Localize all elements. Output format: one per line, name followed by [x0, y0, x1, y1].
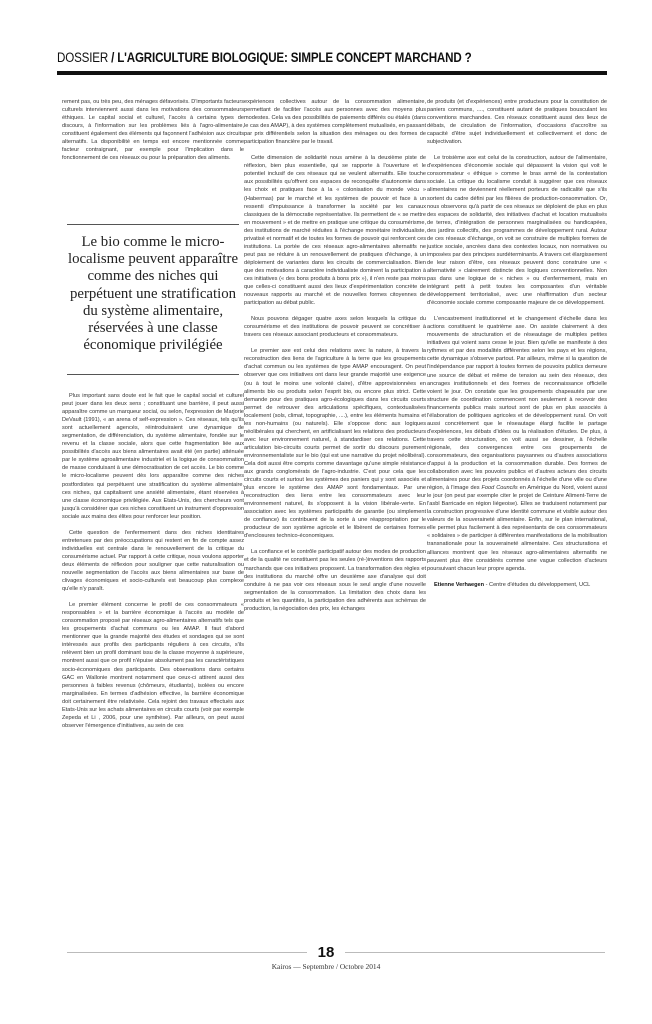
- footer-rule-left: [67, 952, 307, 953]
- author-credit: [427, 581, 607, 589]
- column-1-continued: [62, 392, 244, 738]
- pullquote: Le bio comme le micro-localisme peuvent apparaître comme des niches qui perpétuent une stratification du système alimentaire, réservées à une classe économique privilégiée: [67, 234, 239, 354]
- paragraph: Plus important sans doute est le fait que le capital social et culturel peut jouer dans les deux sens ; constituant une barrière, il peut aussi apparaître comme un marqueur social, ou selon, l'expression de Marjorie DeVault (1991), « an arena of self-expression ». Ces réseaux, tels qu'ils sont actuellement agencés, réintroduiraient une dynamique de segmentation, de différenciation, du système alimentaire, fondée sur le revenu et la classe sociale, alors que cette fragmentation liée aux possibilités d'accès aux biens alimentaires avait été (en partie) atténuée par le système agroalimentaire industriel et la logique de consommation de masse conduisant à une démocratisation de cet accès. Le bio comme le micro-localisme peuvent dès lors apparaître comme des niches postfordistes qui perpétuent une stratification du système alimentaire, ces niches, qui capitalisent une anxiété alimentaire, étant réservées à une classe économique privilégiée. Aux Etats-Unis, des chercheurs vont jusqu'à considérer que ces niches constituent un instrument d'oppression sociale aux mains des élites pour renforcer leur position.: [62, 393, 244, 520]
- footer-rule-right: [345, 952, 605, 953]
- column-2: [244, 98, 426, 621]
- author-affiliation: - Centre d'études du développement, UCL: [484, 581, 591, 588]
- header-separator: /: [108, 50, 118, 65]
- page-header: [57, 50, 513, 66]
- paragraph: Le troisième axe est celui de la construction, autour de l'alimentaire, d'expériences d'économie sociale qui dépassent la vision qui voit le consommateur « éthique » comme le bras armé de la contestation sociale. La critique du localisme conduit à suggérer que ces réseaux alimentaires ne deviennent réellement porteurs de radicalité que s'ils sortent du cadre défini par les filières de production-consommation. Or, nous observons qu'à partir de ces réseaux se déploient de plus en plus des espaces de solidarité, des initiatives d'achat et location mutualisés de terres, d'intégration de personnes marginalisées ou handicapées, des jardins collectifs, des programmes de développement rural. Autour de ces réseaux d'échange, on voit se construire de multiples formes de justice sociale, ancrées dans des contextes locaux, non normatives ou imposées par des principes surdéterminants. A travers cet élargissement de leur raison d'être, ces réseaux peuvent donc construire une « alternativité » clairement distincte des logiques conventionnelles. Non pas dans une logique de « niches » ou d'enfermement, mais en intégrant petit à petit toutes les composantes d'un véritable développement territorialisé, avec une réaffirmation d'un secteur d'économie sociale comme composante majeure de ce développement.: [427, 155, 608, 307]
- food-councils-italic: Food Councils: [481, 485, 518, 492]
- paragraph: La confiance et le contrôle participatif autour des modes de production et de la qualité ne constituent pas les seules (ré-)inventions des rapports marchands que ces initiatives proposent. La transformation des règles et des institutions du marché offre un deuxième axe d'analyse qui doit conduire à ne pas voir ces réseaux sous le seul angle d'une nouvelle segmentation de la consommation. La limitation des choix dans les produits et les quantités, la participation des adhérents aux schémas de production, la négociation des prix, les échanges: [244, 549, 426, 612]
- paragraph-text: en Amérique du Nord, voient aussi le jour (on peut par exemple citer le projet de Ceinture Aliment-Terre de l'asbl Barricade en région liégeoise). Elles se traduisent notamment par la construction progressive d'une identité commune et visible autour des valeurs de la souveraineté alimentaire. Enfin, sur le plan international, elle permet plus facilement à des représentants de ces consommateurs « solidaires » de participer à différentes manifestations de la mobilisation transnationale pour la souveraineté alimentaire. Ces structurations et alliances montrent que les réseaux agro-alimentaires alternatifs ne peuvent plus être considérés comme une vague collection d'acteurs poursuivant chacun leur propre agenda.: [427, 485, 607, 572]
- page-number: 18: [317, 944, 335, 961]
- paragraph: rement pas, ou très peu, des ménages défavorisés. D'importants facteurs culturels interviennent aussi dans les motivations des consommateurs éthiques. Le capital social et culturel, l'accès à certains types de discours, à l'information sur les problèmes liés à l'agro-alimentaire, constituent également des éléments qui façonnent l'adhésion aux circuits alternatifs. La disponibilité en temps est encore mentionnée comme facteur contraignant, par exemple pour l'implication dans le fonctionnement de ces réseaux ou pour la préparation des aliments.: [62, 99, 244, 162]
- header-rule: [57, 71, 607, 75]
- paragraph: Le premier élément concerne le profil de ces consommateurs « responsables » et la barrière économique à l'accès au modèle de consommation proposé par réseaux agro-alimentaires alternatifs tels que les groupements d'achat communs ou les AMAP. Il faut d'abord mentionner que la grande majorité des études et sondages qui se sont intéressés aux profils des participants réguliers à ces circuits, s'ils relèvent bien un profil dominant issu de la classe moyenne à supérieure, montrent aussi que ce profil n'épuise absolument pas les caractéristiques socio-économiques des participants. Des observations dans certains GAC en Wallonie montrent notamment que ceux-ci attirent aussi des personnes à faibles revenus (chômeurs, étudiants), isolées ou encore marginalisées. En termes d'adhésion effective, la barrière économique doit certainement être relativisée. Cela rejoint des travaux effectués aux Etats-Unis sur les achats alimentaires en circuits courts (voir par exemple Zepeda et Li , 2006, pour une synthèse). Par ailleurs, on peut aussi observer l'émergence d'initiatives, au sein de ces: [62, 602, 244, 729]
- paragraph: Nous pouvons dégager quatre axes selon lesquels la critique du consumérisme et des institutions de pouvoir peuvent se concrétiser à travers ces réseaux associant producteurs et consommateurs.: [244, 316, 426, 339]
- author-name: Etienne Verhaegen: [434, 581, 485, 588]
- paragraph: de produits (et d'expériences) entre producteurs pour la constitution de paniers communs, ...., constituent autant de pratiques bousculant les conventions marchandes. Ces réseaux constituent aussi des lieux de débats, de circulation de l'information, d'occasions d'accroître sa capacité d'être sujet individuellement et collectivement et donc de subjectivation.: [427, 99, 607, 146]
- dossier-title: L'AGRICULTURE BIOLOGIQUE: SIMPLE CONCEPT MARCHAND ?: [117, 50, 472, 65]
- paragraph-text: L'encastrement institutionnel et le changement d'échelle dans les actions constituent le quatrième axe. On assiste clairement à des mouvements de structuration et de réseautage de multiples petites initiatives qui voient sans cesse le jour. Bien qu'elle se manifeste à des rythmes et par des modalités différentes selon les pays et les régions, cette dynamique s'observe partout. Par ailleurs, même si la question de l'indépendance par rapport à toutes formes de pouvoirs publics demeure une source de débat et même de tension au sein des réseaux, des ancrages institutionnels et des formes de reconnaissance officielle voient le jour. On constate que les groupements chapeautés par une structure de coordination commencent non seulement à recevoir des financements publics mais surtout sont de plus en plus associés à l'élaboration de politiques agricoles et de développement rural. On voit aussi concrètement que le réseautage élargi facilite le partage d'expériences, les débats d'idées ou la réalisation d'études. De plus, à travers cette structuration, on voit aussi se dessiner, à l'échelle régionale, des convergences entre ces groupements de consommateurs, des organisations paysannes ou d'autres associations d'appui à la production et la consommation durable. Des formes de collaboration avec les pouvoirs publics et d'autres acteurs des circuits alimentaires pour des projets coordonnés à l'échelle d'une ville ou d'une région, à l'image des: [427, 316, 607, 492]
- pullquote-rule-bottom: [67, 374, 239, 375]
- section-label: DOSSIER: [57, 50, 109, 65]
- column-3: [427, 98, 607, 597]
- paragraph: Cette dimension de solidarité nous amène à la deuxième piste de réflexion, bien plus essentielle, qui se rapporte à l'ouverture et le potentiel inclusif de ces réseaux qui se veulent alternatifs. Elle touche aux possibilités qu'offrent ces espaces de reconquête d'autonomie dans les choix et pratiques face à la « colonisation du monde vécu » (Habermas) par le marché et les systèmes de pouvoir et face à un ressenti d'impuissance à transformer la société par les canaux classiques de la démocratie représentative. Ils permettent de « se mettre en mouvement » et de mettre en pratique une critique du consumérisme, des institutions de marché réduites à l'échange monétaire individualiste, privatisé et normatif et de toutes les formes de pouvoir qui renforcent ces institutions. La portée de ces réseaux agro-alimentaires alternatifs ne peut pas se réduire à un renouvellement de pratiques d'échange, à un déploiement de variantes dans les circuits de commercialisation. Bien que des motivations à caractère individualiste dominent la participation à ces initiatives (« des bons produits à bons prix »), il n'en reste pas moins que celles-ci constituent aussi des lieux d'expérimentation concrète de nouveaux rapports au marché et de nouvelles formes citoyennes de participation au débat public.: [244, 155, 426, 307]
- pullquote-rule-top: [67, 224, 239, 225]
- paragraph: expériences collectives autour de la consommation alimentaire, permettant de faciliter l'accès aux personnes avec des moyens plus modestes. Cela va des possibilités de paiements différés ou étalés (dans le cas des AMAP), à des systèmes complètement mutualisés, en passant par prix différentiels selon la situation des ménages ou des formes de participation financière par le travail.: [244, 99, 426, 146]
- paragraph: Cette question de l'enfermement dans des niches identitaires entretenues par des préoccupations qui restent en fin de compte assez individuelles est centrale dans le renouvellement de la critique du consumérisme actuel. Par rapport à cette critique, nous voulons apporter deux éléments de réflexion pour souligner que cette naturalisation ou nouvelle segmentation de l'accès aux biens alimentaires sur base de clivages économiques et socio-culturels est beaucoup plus complexe qu'elle n'y paraît.: [62, 529, 244, 593]
- paragraph: Le premier axe est celui des relations avec la nature, à travers la reconstruction des liens de l'agriculture à la terre que les groupements d'achat commun ou les systèmes de type AMAP encouragent. On peut observer que ces initiatives ont dans leur grande majorité une exigence (ou à tout le moins une volonté claire), d'être approvisionnées en aliments bio ou produits selon l'esprit bio, ou encore plus strict. Cette demande pour des pratiques agro-écologiques dans les circuits courts permet de retrouver des articulations spécifiques, contextualisées localement (sols, climat, topographie, ....), entre les éléments humains et les non-humains (ou naturels). Elle s'oppose donc aux logiques néolibérales qui cherchent, en artificialisant les relations des producteurs avec leur environnement naturel, à standardiser ces relations. Cette articulation bio-circuits courts permet de sortir du discours purement environnementaliste sur le bio (qui est une narrative du projet néolibéral). Cela doit aussi être compris comme davantage qu'une simple résistance aux grands conglomérats de l'agro-industrie. C'est pour cela que les circuits courts et surtout les systèmes des paniers qui y sont associés et plus encore le système des AMAP sont fondamentaux. Par une reconstruction des liens entre les consommateurs avec leur environnement naturel, ils s'opposent à la vision libérale-verte. En association avec les systèmes participatifs de garantie (ou simplement de confiance) ils contribuent de la sorte à une réappropriation par le producteur de son système agricole et le libèrent de certaines formes d'enclosures technico-économiques.: [244, 348, 426, 540]
- column-1: [62, 98, 244, 170]
- publication-footer: Kairos — Septembre / Octobre 2014: [271, 962, 381, 971]
- paragraph: [427, 315, 607, 573]
